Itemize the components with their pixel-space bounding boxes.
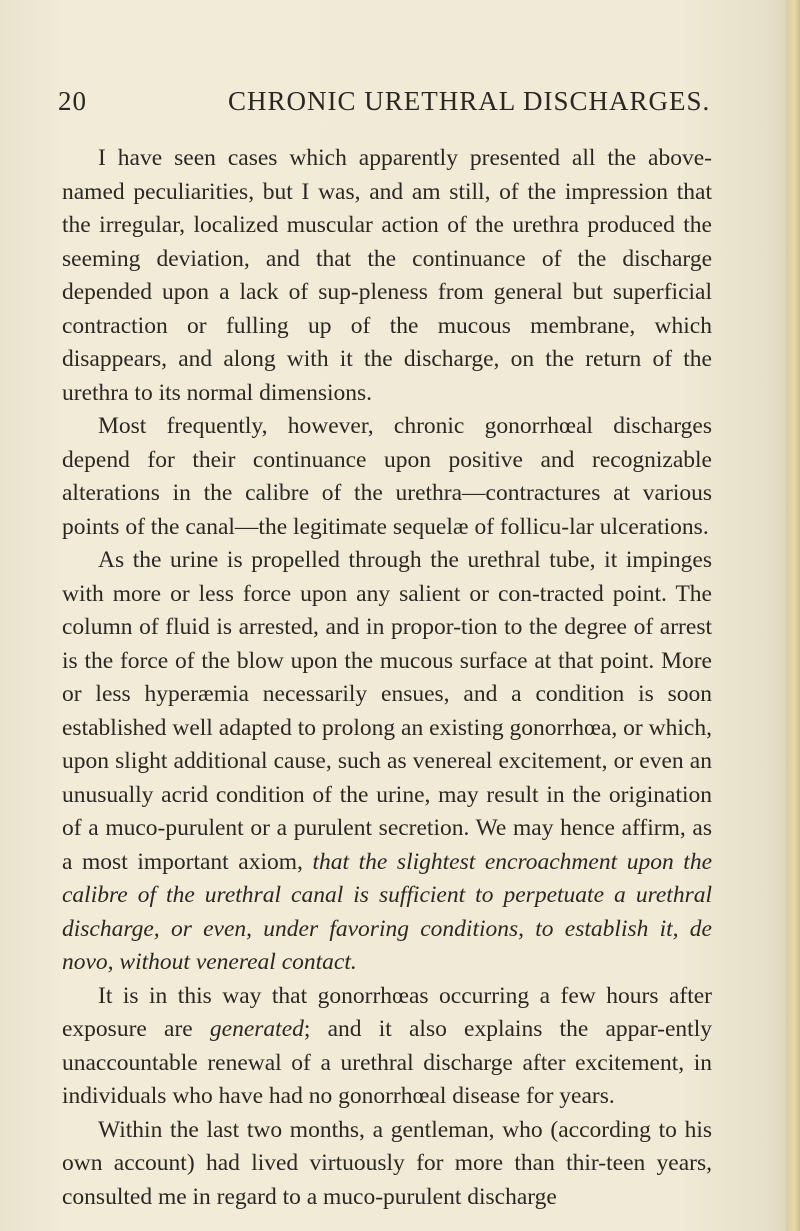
page-edge: [786, 0, 800, 1231]
paragraph-3: [62, 544, 712, 980]
paragraph-2: Most frequently, however, chronic gonorrhœal discharges depend for their continuance upon positive and recognizable alterations in the calibre of the urethra—contractures at various points of the canal—the legitimate sequelæ of follicu-lar ulcerations.: [62, 413, 712, 540]
paragraph-3-italic: that the slightest encroachment upon the calibre of the urethral canal is sufficient to perpetuate a urethral discharge, or even, under favoring conditions, to establish it, de novo, without venereal contact.: [62, 848, 712, 975]
paragraph-4-text-a: It is in this way that gonorrhœas occurring a few hours after exposure are: [62, 982, 712, 1042]
page-header: [0, 80, 800, 116]
paragraph-4: [62, 980, 712, 1114]
paragraph-4-text-b: ; and it also explains the appar-ently unaccountable renewal of a urethral discharge after excitement, in individuals who have had no gonorrhœal disease for years.: [62, 1016, 712, 1109]
running-head: CHRONIC URETHRAL DISCHARGES.: [228, 86, 711, 116]
paragraph-3-text: As the urine is propelled through the urethral tube, it impinges with more or less force upon any salient or con-tracted point. The column of fluid is arrested, and in propor-tion to the degree of arrest is the force of the blow upon the mucous surface at that point. More or less hyperæmia necessarily ensues, and a condition is soon established well adapted to prolong an existing gonorrhœa, or which, upon slight additional cause, such as venereal excitement, or even an unusually acrid condition of the urine, may result in the origination of a muco-purulent or a purulent secretion. We may hence affirm, as a most important axiom,: [62, 547, 712, 875]
page-number: 20: [58, 86, 87, 116]
paragraph-5: Within the last two months, a gentleman, who (according to his own account) had lived virtuously for more than thir-teen years, consulted me in regard to a muco-purulent discharge: [62, 1116, 712, 1210]
body-text: [62, 142, 712, 1214]
paragraph-4-italic: generated: [209, 1016, 304, 1042]
paragraph-1: I have seen cases which apparently presented all the above-named peculiarities, but I was, and am still, of the impression that the irregular, localized muscular action of the urethra produced the seeming deviation, and that the continuance of the discharge depended upon a lack of sup-pleness from general but superficial contraction or fulling up of the mucous membrane, which disappears, and along with it the discharge, on the return of the urethra to its normal dimensions.: [62, 145, 712, 406]
